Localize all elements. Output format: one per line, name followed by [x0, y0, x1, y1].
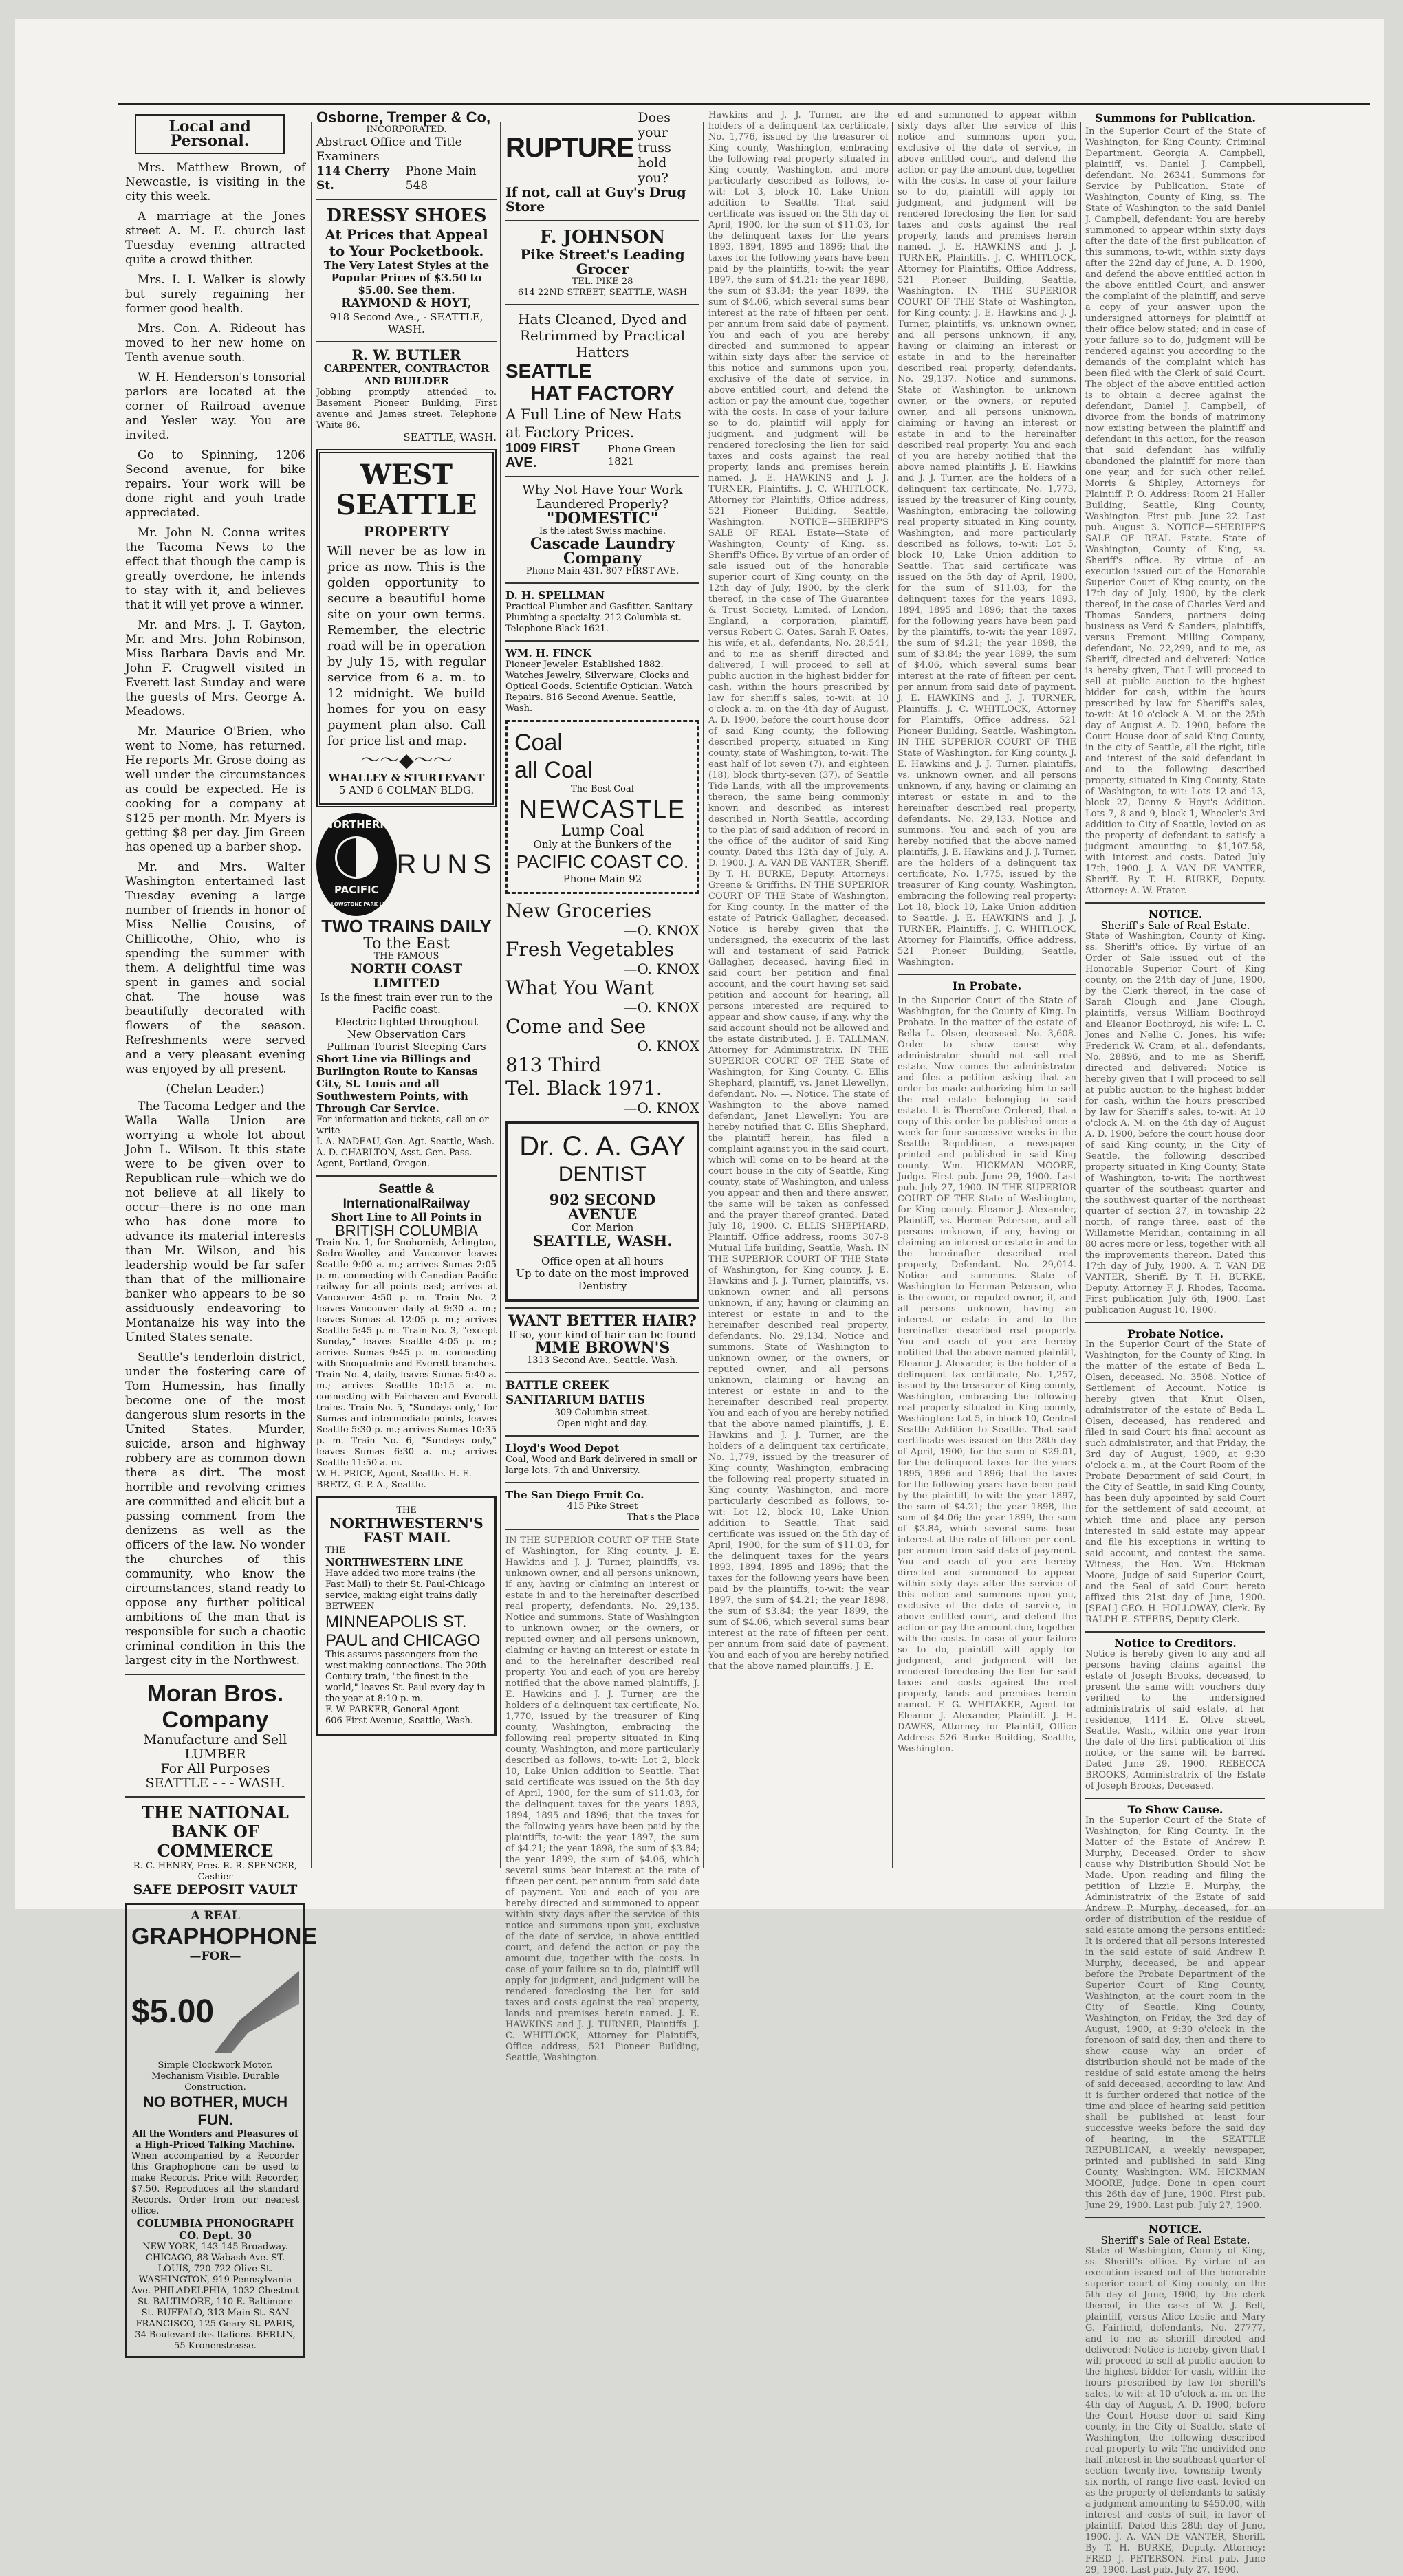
butler-ad: [316, 348, 497, 444]
dentist-ad: [505, 1121, 699, 1302]
nw-title: NORTHWESTERN'S FAST MAIL: [329, 1515, 483, 1546]
gay-body: Up to date on the most improved Dentistry: [516, 1267, 689, 1292]
butler-title: R. W. BUTLER: [351, 347, 461, 363]
np-agents: I. A. NADEAU, Gen. Agt. Seattle, Wash. A. D. CHARLTON, Asst. Gen. Pass. Agent, Portland, Oregon.: [316, 1137, 495, 1169]
johnson-tel: TEL. PIKE 28: [572, 276, 633, 287]
np-lights: Electric lighted throughout: [335, 1016, 478, 1028]
graphophone-horn-icon: [214, 1971, 299, 2053]
seattle-international-ad: [316, 1182, 497, 1491]
list-item: Mr. and Mrs. J. T. Gayton, Mr. and Mrs. John Robinson, Miss Barbara Davis and Mr. John F. Cragwell visited in Everett last Sunday and were the guests of Mrs. George A. Meadows.: [125, 618, 305, 719]
hair-address: 1313 Second Ave., Seattle. Wash.: [526, 1355, 679, 1366]
moran-title: Moran Bros. Company: [146, 1681, 284, 1733]
np-cars: New Observation Cars: [347, 1028, 466, 1040]
probate-notice-heading: Probate Notice.: [1127, 1327, 1224, 1340]
monad-icon: [335, 836, 378, 879]
hair-ad: [505, 1314, 699, 1366]
notice2-sub: Sheriff's Sale of Real Estate.: [1100, 2234, 1250, 2247]
shoes-firm: RAYMOND & HOYT,: [341, 296, 472, 310]
nw-body: Have added two more trains (the Fast Mail) to their St. Paul-Chicago service, making eight trains daily: [325, 1569, 486, 1601]
graphophone-for: —FOR—: [189, 1950, 241, 1963]
np-finest: Is the finest train ever run to the Pacific coast.: [320, 991, 492, 1016]
notice2-text: State of Washington, County of King, ss. Sheriff's office. By virtue of an execution issued out of the honorable superior court of King county, on the 5th day of June, 1900, by the clerk thereof, in the case of W. J. Bell, plaintiff, versus Alice Leslie and Mary G. Fairfield, defendants, No. 27777, and to me as sheriff directed and delivered: Notice is hereby given that I will proceed to sell at public auction to the highest bidder for cash, within the hours prescribed by law for sheriff's sales, to-wit: at 10 o'clock a. m. on the 4th day of August, A. D. 1900, before the Court House door of said King county, in the City of Seattle, state of Washington, the following described real property to-wit: The undivided one half interest in the southeast quarter of section twenty-five, township twenty-six north, of range five east, levied on as the property of defendants to satisfy a judgment amounting to $450.00, with interest and costs of suit, in favor of plaintiff. Dated this 28th day of June, 1900. J. A. VAN DE VANTER, Sheriff. By T. H. BURKE, Deputy. Attorney: FRED J. PETERSON. First pub. June 29, 1900. Last pub. July 27, 1900.: [1085, 2246, 1265, 2575]
list-item: W. H. Henderson's tonsorial parlors are located at the corner of Railroad avenue and Yesler way. You are invited.: [125, 371, 305, 442]
coal-newcastle: NEWCASTLE: [519, 795, 686, 823]
legal-notice-col3: IN THE SUPERIOR COURT OF THE State of Washington, for King county. J. E. Hawkins and J. J. Turner, plaintiffs, vs. unknown owner, and all persons unknown, if any, having or claiming an interest or estate in and to the hereinafter described real property, defendants. No. 29,135. Notice and summons. State of Washington to unknown owner, or the owners, or reputed owner, and all persons unknown, claiming or having an interest or estate in and to the hereinafter described real property. You and each of you are hereby notified that the above named plaintiffs, J. E. Hawkins and J. J. Turner, are the holders of a delinquent tax certificate, No. 1,770, issued by the treasurer of King county, Washington, embracing the following real property situated in King county, Washington, and more particularly described as follows, to-wit: Lot 2, block 10, Lake Union addition to Seattle. That said certificate was issued on the 5th day of April, 1900, for the sum of $11.03, for the delinquent taxes for the years 1893, 1894, 1895 and 1896; that the taxes for the following years have been paid by the plaintiffs, to-wit: the year 1897, the sum of $4.21; the year 1898, the sum of $3.84; the year 1899, the sum of $4.06, which several sums bear interest at the rate of fifteen per cent. per annum from said date of payment. You and each of you are hereby directed and summoned to appear within sixty days after the service of this notice and summons upon you, exclusive of the date of service, in above entitled court, and defend the action or pay the amount due, together with the costs. In case of your failure so to do, plaintiff will apply for judgment, and judgment will be rendered foreclosing the lien for said taxes and costs against the real property, lands and premises herein named. J. E. HAWKINS and J. J. TURNER, Plaintiffs. J. C. WHITLOCK, Attorney for Plaintiffs, Office address, 521 Pioneer Building, Seattle, Washington.: [505, 1536, 699, 2063]
moran-line2: LUMBER: [184, 1747, 246, 1762]
spellman-body: Practical Plumber and Gasfitter. Sanitary Plumbing a specialty. 212 Columbia st. Telephone Black 1621.: [505, 602, 693, 634]
list-item: Seattle's tenderloin district, under the fostering care of Tom Humessin, has finally become one of the most dangerous slum resorts in the United States. Murder, suicide, arson and highway robbery are as common down there as dirt. The most horrible and revolving crimes are committed and elicit but a passing comment from the denizens as well as the officers of the law. No wonder the churches of this community, who know the circumstances, stand ready to oppose any further political ambitions of the man that is responsible for such a chaotic criminal condition in this the largest city in the Northwest.: [125, 1351, 305, 1668]
spellman-title: D. H. SPELLMAN: [505, 589, 605, 602]
graphophone-price: $5.00: [131, 1994, 215, 2030]
osborne-ad: [316, 110, 497, 193]
sir-sub: Short Line to All Points in: [331, 1211, 482, 1223]
nw-body2: This assures passengers from the west making connections. The 20th Century train, "the finest in the world," leaves St. Paul every day in the year at 8:10 p. m.: [325, 1650, 487, 1704]
hats-line: Hats Cleaned, Dyed and Retrimmed by Practical Hatters: [518, 311, 687, 360]
graphophone-offices: NEW YORK, 143-145 Broadway. CHICAGO, 88 Wabash Ave. ST. LOUIS, 720-722 Olive St. WASHINGTON, 919 Pennsylvania Ave. PHILADELPHIA, 1032 Chestnut St. BALTIMORE, 110 E. Baltimore St. BUFFALO, 313 Main St. SAN FRANCISCO, 125 Geary St. PARIS, 34 Boulevard des Italiens. BERLIN, 55 Kronenstrasse.: [131, 2242, 299, 2351]
finck-body: Pioneer Jeweler. Established 1882. Watches Jewelry, Silverware, Clocks and Optical Goods. Scientific Optician. Watch Repairs. 816 Second Avenue. Seattle, Wash.: [505, 659, 693, 714]
diego-tag: That's the Place: [627, 1512, 699, 1522]
knox-item: Come and See: [505, 1015, 646, 1038]
nw-line: NORTHWESTERN LINE: [325, 1556, 464, 1569]
knox-ad: [505, 899, 699, 1115]
butler-sub: CARPENTER, CONTRACTOR AND BUILDER: [323, 362, 490, 387]
local-personal-heading: Local and Personal.: [135, 114, 285, 154]
probate-heading: In Probate.: [952, 979, 1022, 992]
graphophone-title: GRAPHOPHONE: [131, 1923, 318, 1950]
shoes-address: 918 Second Ave., - SEATTLE, WASH.: [329, 311, 483, 336]
np-logo-bottom: PACIFIC: [334, 883, 379, 896]
hat-factory-ad: [505, 311, 699, 470]
page-top-rule: [118, 103, 1370, 105]
coal-best: The Best Coal: [571, 784, 634, 794]
northern-pacific-logo-icon: [316, 813, 397, 916]
graphophone-features: Simple Clockwork Motor. Mechanism Visible. Durable Construction.: [151, 2060, 279, 2093]
gay-sub: DENTIST: [558, 1163, 647, 1186]
notice1-heading: NOTICE.: [1148, 908, 1203, 921]
hat-title1: SEATTLE: [505, 360, 592, 382]
bc-address: 309 Columbia street.: [554, 1408, 651, 1418]
hat-address: 1009 FIRST AVE.: [505, 441, 580, 470]
moran-ad: [125, 1681, 305, 1791]
gay-city: SEATTLE, WASH.: [532, 1232, 673, 1249]
chelan-leader-label: (Chelan Leader.): [166, 1082, 265, 1096]
gay-title: Dr. C. A. GAY: [519, 1131, 686, 1161]
bank-vault: SAFE DEPOSIT VAULT: [133, 1882, 298, 1897]
coal-title2: all Coal: [514, 757, 593, 783]
osborne-title: Osborne, Tremper & Co,: [316, 109, 491, 126]
bc-title: BATTLE CREEK SANITARIUM BATHS: [505, 1379, 646, 1407]
column-rule: [892, 122, 893, 1868]
column-ads-3: [505, 110, 699, 2063]
gay-cor: Cor. Marion: [571, 1221, 634, 1234]
ws-title2: SEATTLE: [336, 489, 477, 521]
hat-body: A Full Line of New Hats at Factory Prices.: [505, 406, 682, 441]
knox-item: 813 Third: [505, 1054, 602, 1076]
rupture-question: Does your truss hold you?: [638, 110, 671, 186]
legal-notice-col4: Hawkins and J. J. Turner, are the holders of a delinquent tax certificate, No. 1,776, issued by the treasurer of King county, Washington, embracing the following real property situated in King county, Washington, and more particularly described as follows, to-wit: Lot 3, block 10, Lake Union addition to Seattle. That said certificate was issued on the 5th day of April, 1900, for the sum of $11.03, for the delinquent taxes for the years 1893, 1894, 1895 and 1896; that the taxes for the following years have been paid by the plaintiffs, to-wit: the year 1897, the sum of $4.21; the year 1898, the sum of $3.84; the year 1899, the sum of $4.06, which several sums bear interest at the rate of fifteen per cent. per annum from said date of payment. You and each of you are hereby directed and summoned to appear within sixty days after the service of this notice and summons upon you, exclusive of the date of service, in above entitled court, and defend the action or pay the amount due, together with the costs. In case of your failure so to do, plaintiff will apply for judgment, and judgment will be rendered foreclosing the lien for said taxes and costs against the real property, lands and premises herein named. J. E. HAWKINS and J. J. TURNER, Plaintiffs. J. C. WHITLOCK, Attorney for Plaintiffs, Office address, 521 Pioneer Building, Seattle, Washington. NOTICE—SHERIFF'S SALE OF REAL Estate—State of Washington, County of King. ss. Sheriff's Office. By virtue of an order of sale issued out of the honorable superior court of King county, on the 12th day of July, 1900, by the clerk thereof, in the case of The Guarantee & Trust Society, Limited, of London, England, a corporation, plaintiff, versus Robert C. Oates, Sarah F. Oates, his wife, et al., defendants, No. 28,541, and to me as sheriff directed and delivered, I will proceed to sell at public auction in the highest bidder for cash, within the hours prescribed by law for sheriff's sales, to-wit: at 10 o'clock a. m. on the 4th day of August, A. D. 1900, before the court house door of said King county, the following described property, situated in King county, state of Washington, to-wit: The east half of lot seven (7), and eighteen (18), block thirty-seven (37), of Seattle Tide Lands, with all the improvements thereon, the same being commonly known and described as interest described in North Seattle, according to the plat of said addition of record in the office of the auditor of said King county. Dated this 12th day of July, A. D. 1900. J. A. VAN DE VANTER, Sheriff. By T. H. BURKE, Deputy. Attorneys: Greene & Griffiths. IN THE SUPERIOR COURT OF THE State of Washington, for King county. In the matter of the estate of Patrick Gallagher, deceased. Notice is hereby given that the undersigned, the executrix of the last will and testament of said Patrick Gallagher, deceased, having filed in said court her petition and final account, and the court having set said petition and account for hearing, all persons interested are required to appear and show cause, if any, why the said account should not be allowed and the estate distributed. J. E. TALLMAN, Attorney for Administratrix. IN THE SUPERIOR COURT OF THE State of Washington, for King County. C. Ellis Shephard, plaintiff, vs. Janet Llewellyn, defendant. No. —. Notice. The state of Washington to the above named defendant, Janet Llewellyn: You are hereby notified that C. Ellis Shephard, the plaintiff herein, has filed a complaint against you in the said court, which will come on to be heard at the court house in the city of Seattle, King county, state of Washington, and unless you appear and then and there answer, the same will be taken as confessed and the prayer thereof granted. Dated July 18, 1900. C. ELLIS SHEPHARD, Plaintiff. Office address, rooms 307-8 Mutual Life building, Seattle, Wash. IN THE SUPERIOR COURT OF THE State of Washington, for King county. J. E. Hawkins and J. J. Turner, plaintiffs, vs. unknown owner, and all persons unknown, if any, having or claiming an interest or estate in and to the hereinafter described real property, defendants. No. 29,134. Notice and summons. State of Washington to unknown owner, or the owners, or reputed owner, and all persons unknown, claiming or having an interest or estate in and to the hereinafter described real property. You and each of you are hereby notified that the above named plaintiffs, J. E. Hawkins and J. J. Turner, are the holders of a delinquent tax certificate, No. 1,779, issued by the treasurer of King county, Washington, embracing the following real property situated in King county, Washington, and more particularly described as follows, to-wit: Lot 12, block 10, Lake Union addition to Seattle. That said certificate was issued on the 5th day of April, 1900, for the sum of $11.03, for the delinquent taxes for the years 1893, 1894, 1895 and 1896; that the taxes for the following years have been paid by the plaintiffs, to-wit: the year 1897, the sum of $4.21; the year 1898, the sum of $3.84; the year 1899, the sum of $4.06, which several sums bear interest at the rate of fifteen per cent. per annum from said date of payment. You and each of you are hereby notified that the above named plaintiffs, J. E.: [708, 110, 889, 1672]
diego-address: 415 Pike Street: [567, 1501, 638, 1511]
np-famous: THE FAMOUS: [373, 951, 439, 961]
np-runs: RUNS: [396, 849, 497, 880]
graphophone-company: COLUMBIA PHONOGRAPH CO. Dept. 30: [136, 2217, 294, 2242]
west-seattle-ad: [316, 449, 497, 807]
osborne-inc: INCORPORATED.: [366, 124, 447, 135]
np-logo-ring: YELLOWSTONE PARK LINE: [321, 901, 392, 907]
lloyd-title: Lloyd's Wood Depot: [505, 1442, 620, 1454]
sir-title: Seattle & InternationalRailway: [342, 1182, 470, 1211]
northern-pacific-ad: [316, 813, 497, 1170]
ws-address: 5 AND 6 COLMAN BLDG.: [338, 784, 475, 796]
column-rule: [311, 122, 312, 1868]
list-item: Mr. and Mrs. Walter Washington entertained last Tuesday evening a large number of friends in honor of Miss Nellie Cousins, of Chillicothe, Ohio, who is spending the summer with them. A delightful time was spent in games and social chat. The house was beautifully decorated with flowers of the season. Refreshments were served and a very pleasant evening was enjoyed by all present.: [125, 860, 305, 1076]
nw-the: THE: [396, 1505, 417, 1516]
shoes-title: DRESSY SHOES: [326, 206, 487, 226]
knox-signature: —O. KNOX: [623, 1100, 699, 1116]
column-rule: [500, 122, 501, 1868]
graphophone-body: When accompanied by a Recorder this Graphophone can be used to make Records. Price with Recorder, $7.50. Reproduces all the standard Records. Order from our nearest office.: [131, 2151, 299, 2216]
np-logo-top: NORTHERN: [324, 818, 389, 831]
ws-title1: WEST: [360, 459, 453, 491]
ws-firm: WHALLEY & STURTEVANT: [328, 772, 485, 784]
list-item: A marriage at the Jones street A. M. E. church last Tuesday evening attracted quite a crowd thither.: [125, 210, 305, 267]
np-limited: NORTH COAST LIMITED: [350, 961, 463, 991]
chelan-editorials: [125, 1100, 305, 1668]
moran-line4: SEATTLE - - - WASH.: [145, 1776, 285, 1791]
sir-body: Train No. 1, for Snohomish, Arlington, Sedro-Woolley and Vancouver leaves Seattle 9:00 a. m.; arrives Sumas 2:05 p. m. connecting with Canadian Pacific railway for all points east; arrives at Vancouver 4:50 p. m. Train No. 2 leaves Vancouver daily at 9:30 a. m.; leaves Sumas at 12:05 p. m.; arrives Seattle 5:45 p. m. Train No. 3, "except Sunday," leaves Seattle 4:05 p. m.; arrives Sumas 9:45 p. m. connecting with Snoqualmie and Everett branches. Train No. 4, daily, leaves Sumas 5:40 a. m.; arrives Seattle 10:15 a. m. connecting with Fairhaven and Everett trains. Train No. 5, "Sundays only," for Sumas and intermediate points, leaves Seattle 5:30 p. m.; arrives Sumas 10:35 p. m. Train No. 6, "Sundays only," leaves Sumas 6:30 a. m.; arrives Seattle 11:50 a. m.: [316, 1238, 497, 1468]
hat-phone: Phone Green 1821: [607, 443, 676, 468]
rupture-ad: [505, 110, 699, 186]
laundry-question: Why Not Have Your Work Laundered Properly?: [522, 483, 683, 512]
column-local-personal: [125, 110, 318, 2351]
knox-signature: —O. KNOX: [623, 922, 699, 939]
johnson-title: F. JOHNSON: [539, 227, 666, 248]
list-item: Mrs. Matthew Brown, of Newcastle, is visiting in the city this week.: [125, 161, 305, 204]
notice2-heading: NOTICE.: [1148, 2223, 1203, 2236]
list-item: Mr. Maurice O'Brien, who went to Nome, has returned. He reports Mr. Grose doing as well under the circumstances as could be expected. He is cooking for a company at $125 per month. Mr. Myers is getting $8 per day. Jim Green has opened up a barber shop.: [125, 725, 305, 854]
newspaper-page: [15, 19, 1384, 2575]
graphophone-tag: All the Wonders and Pleasures of a High-Priced Talking Machine.: [132, 2129, 298, 2150]
summons-text: In the Superior Court of the State of Washington, for King County. Criminal Department. Georgia A. Campbell, plaintiff, vs. Daniel J. Campbell, defendant. No. 26341. Summons for Service by Publication. State of Washington, County of King, ss. The State of Washington to the said Daniel J. Campbell, defendant: You are hereby summoned to appear within sixty days after the date of the first publication of this summons, to-wit, within sixty days after the 22nd day of June, A. D. 1900, and defend the above entitled action in the above entitled Court, and answer the complaint of the plaintiff, and serve a copy of your answer upon the undersigned attorneys for plaintiff at their office below stated; and in case of your failure so to do, judgment will be rendered against you according to the demands of the complaint which has been filed with the Clerk of said Court. The object of the above entitled action is to obtain a decree against the defendant, Daniel J. Campbell, of divorce from the bonds of matrimony now existing between the plaintiff and defendant in this action, for the reason that said defendant has wilfully abandoned the plaintiff for more than one year, and for such other relief. Morris & Shipley, Attorneys for Plaintiff. P. O. Address: Room 21 Haller Building, Seattle, King County, Washington. First pub. June 22. Last pub. August 3. NOTICE—SHERIFF'S SALE OF REAL Estate. State of Washington, County of King, ss. Sheriff's office. By virtue of an execution issued out of the Honorable Superior Court of King county, on the 17th day of July, 1900, by the clerk thereof, in the case of Charles Verd and Thomas Sanders, partners doing business as Verd & Sanders, plaintiffs, versus Fremont Milling Company, defendant, No. 22,299, and to me, as Sheriff, directed and delivered: Notice is hereby given, That I will proceed to sell at public auction to the highest bidder for cash, within the hours prescribed by law for Sheriff's sales, to-wit: At 10 o'clock A. M. on the 25th day of August A. D. 1900, before the Court House door of said King County, in the city of Seattle, all the right, title and interest of the said defendant in and to the following described property, situated in King County, State of Washington, to-wit: Lots 12 and 13, block 27, Denny & Hoyt's Addition. Lots 7, 8 and 9, block 1, Wheeler's 3rd addition to City of Seattle, levied on as the property of defendant to satisfy a judgment amounting to $1,107.58, with interest and costs. Dated July 17th, 1900. J. A. VAN DE VANTER, Sheriff. By T. H. BURKE, Deputy. Attorney: A. W. Frater.: [1085, 127, 1265, 896]
creditors-heading: Notice to Creditors.: [1114, 1637, 1237, 1650]
knox-signature: O. KNOX: [637, 1038, 699, 1054]
list-item: The Tacoma Ledger and the Walla Walla Union are worrying a whole lot about John L. Wilson. It this state were to be given over to Republican rule—which we do not believe at all likely to occur—there is no one man who has done more to advance its material interests than Mr. Wilson, and his leadership would be far safer than that of the millionaire banker who appears to be so assiduously endeavoring to Montanaize his way into the United States senate.: [125, 1100, 305, 1344]
laundry-title: Cascade Laundry Company: [530, 535, 675, 567]
np-two-trains: TWO TRAINS DAILY: [321, 916, 492, 937]
np-pullman: Pullman Tourist Sleeping Cars: [327, 1040, 486, 1053]
hair-name: MME BROWN'S: [534, 1339, 671, 1357]
legal-notice-col5-top: ed and summoned to appear within sixty days after the service of this notice and summons upon you, exclusive of the date of service, in above entitled court, and defend the action or pay the amount due, together with the costs. In case of your failure so to do, plaintiff will apply for judgment, and judgment will be rendered foreclosing the lien for said taxes and costs against the real property, lands and premises herein named. J. E. HAWKINS and J. J. TURNER, Plaintiffs. J. C. WHITLOCK, Attorney for Plaintiffs, Office Address, 521 Pioneer Building, Seattle, Washington. IN THE SUPERIOR COURT OF THE State of Washington, for King county. J. E. Hawkins and J. J. Turner, plaintiffs, vs. unknown owner, and all persons unknown, if any, having or claiming an interest or estate in and to the hereinafter described real property, defendants. No. 29,137. Notice and summons. State of Washington to unknown owner, or the owners, or reputed owner, and all persons unknown, claiming or having an interest or estate in and to the hereinafter described real property. You and each of you are hereby notified that the above named plaintiffs J. E. Hawkins and J. J. Turner, are the holders of a delinquent tax certificate, No. 1,773, issued by the treasurer of King county, Washington, embracing the following real property situated in King county, Washington, and more particularly described as follows, to-wit: Lot 5, block 10, Lake Union addition to Seattle. That said certificate was issued on the 5th day of April, 1900, for the sum of $11.03, for the delinquent taxes for the years 1893, 1894, 1895 and 1896; that the taxes for the following years have been paid by the plaintiffs, to-wit: the year 1897, the sum of $4.21; the year 1898, the sum of $3.84; the year 1899, the sum of $4.06, which several sums bear interest at the rate of fifteen per cent. per annum from said date of payment. J. E. HAWKINS and J. J. TURNER, Plaintiffs. J. C. WHITLOCK, Attorney for Plaintiffs, Office address, 521 Pioneer Building, Seattle, Washington. IN THE SUPERIOR COURT OF THE State of Washington, for King county. J. E. Hawkins and J. J. Turner, plaintiffs, vs. unknown owner, and all persons unknown, if any, having or claiming an interest or estate in and to the hereinafter described real property, defendants. No. 29,133. Notice and summons. You and each of you are hereby notified that the above named plaintiffs, J. E. Hawkins and J. J. Turner, are the holders of a delinquent tax certificate, No. 1,775, issued by the treasurer of King county, Washington, embracing the following real property: Lot 18, block 10, Lake Union addition to Seattle. J. E. HAWKINS and J. J. TURNER, Plaintiffs. J. C. WHITLOCK, Attorney for Plaintiffs, Office address, 521 Pioneer Building, Seattle, Washington.: [898, 110, 1076, 968]
np-info: For information and tickets, call on or write: [316, 1115, 489, 1136]
osborne-line: Abstract Office and Title Examiners: [316, 135, 462, 164]
coal-lump: Lump Coal: [561, 822, 644, 840]
column-rule: [1080, 122, 1081, 1868]
nw-cities: MINNEAPOLIS ST. PAUL and CHICAGO: [325, 1613, 481, 1650]
probate-notice-text: In the Superior Court of the State of Washington, for the County of King. In the matter of the estate of Beda L. Olsen, deceased. No. 3508. Notice of Settlement of Account. Notice is hereby given that Knut Olsen, administrator of the estate of Beda L. Olsen, deceased, has rendered and filed in said Court his final account as such administrator, and that Friday, the 3rd day of August, 1900, at 9:30 o'clock a. m., at the Court Room of the Probate Department of said Court, in the City of Seattle, in said King County, has been duly appointed by said Court for the settlement of said account, at which time and place any person interested in said estate may appear and file his exceptions in writing to said account, and contest the same. Witness, the Hon. Wm. Hickman Moore, Judge of said Superior Court, and the Seal of said Court hereto affixed this 21st day of June, 1900. [SEAL] GEO. H. HOLLOWAY, Clerk. By RALPH E. STEERS, Deputy Clerk.: [1085, 1340, 1265, 1625]
list-item: Mrs. Con. A. Rideout has moved to her new home on Tenth avenue south.: [125, 322, 305, 364]
johnson-address: 614 22ND STREET, SEATTLE, WASH: [517, 287, 688, 298]
knox-item: What You Want: [505, 976, 654, 999]
column-legal-6: [1085, 110, 1265, 2575]
local-news-list: [125, 161, 305, 1077]
hat-title2: HAT FACTORY: [530, 382, 675, 405]
knox-item: Fresh Vegetables: [505, 938, 675, 961]
moran-line3: For All Purposes: [160, 1761, 270, 1776]
graphophone-a-real: A REAL: [191, 1909, 240, 1923]
butler-body: Jobbing promptly attended to. Basement Pioneer Building, First avenue and James street. Telephone White 86.: [316, 387, 497, 430]
notice1-sub: Sheriff's Sale of Real Estate.: [1100, 919, 1250, 932]
coal-company: PACIFIC COAST CO.: [516, 851, 689, 872]
creditors-text: Notice is hereby given to any and all persons having claims against the estate of Joseph Brooks, deceased, to present the same with vouchers duly verified to the undersigned administratrix of said estate, at her residence, 1414 E. Olive street, Seattle, Wash., within one year from the date of the first publication of this notice, or the same will be barred. Dated June 29, 1900. REBECCA BROOKS, Administratrix of the Estate of Joseph Brooks, Deceased.: [1085, 1649, 1265, 1791]
northwestern-ad: [316, 1496, 497, 1736]
hair-title: WANT BETTER HAIR?: [508, 1312, 697, 1330]
johnson-sub: Pike Street's Leading Grocer: [520, 246, 685, 277]
bank-title: THE NATIONAL BANK OF COMMERCE: [142, 1802, 289, 1861]
sir-bc: BRITISH COLUMBIA: [335, 1222, 478, 1239]
graphophone-ad: [125, 1903, 318, 2358]
ws-body: Will never be as low in price as now. This is the golden opportunity to secure a beautiful home site on your own terms. Remember, the electric road will be in operation by July 15, with regular service from 6 a. m. to 12 midnight. We build homes for you on easy payment plan also. Call for price list and map.: [327, 544, 486, 748]
list-item: Mrs. I. I. Walker is slowly but surely regaining her former good health.: [125, 273, 305, 316]
laundry-address: Phone Main 431. 807 FIRST AVE.: [525, 566, 679, 576]
ws-property: PROPERTY: [363, 523, 450, 540]
nw-between: BETWEEN: [325, 1602, 375, 1612]
column-ads-2: [316, 110, 497, 1881]
osborne-address: 114 Cherry St.: [316, 164, 389, 193]
finck-title: WM. H. FINCK: [505, 647, 591, 659]
diego-title: The San Diego Fruit Co.: [505, 1489, 644, 1501]
moran-line1: Manufacture and Sell: [143, 1732, 287, 1747]
cause-heading: To Show Cause.: [1127, 1803, 1223, 1816]
coal-phone: Phone Main 92: [563, 873, 642, 885]
knox-signature: —O. KNOX: [623, 999, 699, 1016]
lloyd-body: Coal, Wood and Bark delivered in small or large lots. 7th and University.: [505, 1454, 697, 1476]
knox-signature: —O. KNOX: [623, 961, 699, 977]
shoes-ad: [316, 206, 497, 336]
graphophone-slogan: NO BOTHER, MUCH FUN.: [142, 2093, 288, 2128]
summons-heading: Summons for Publication.: [1095, 111, 1256, 124]
gay-hours: Office open at all hours: [541, 1255, 664, 1267]
osborne-phone: Phone Main 548: [405, 164, 477, 193]
butler-city: SEATTLE, WASH.: [403, 431, 497, 444]
legal-notice-col5-bottom: In the Superior Court of the State of Washington, for the County of King. In Probate. In the matter of the estate of Bella L. Olsen, deceased. No. 3,608. Order to show cause why administrator should not sell real estate. Now comes the administrator and files a petition asking that an order be made authorizing him to sell the real estate belonging to said estate. It is Therefore Ordered, that a copy of this order be published once a week for four successive weeks in the Seattle Republican, a newspaper printed and published in said King county. Wm. HICKMAN MOORE, Judge. First pub. June 29, 1900. Last pub. July 27, 1900. IN THE SUPERIOR COURT OF THE State of Washington, for King county. Eleanor J. Alexander, Plaintiff, vs. Herman Peterson, and all persons unknown, if any, having or claiming an interest or estate in and to the hereinafter described real property, Defendant. No. 29,014. Notice and summons. State of Washington to Herman Peterson, who is the owner, or reputed owner, if, and all persons unknown, having an interest or estate in and to the hereinafter described real property. You and each of you are hereby notified that the above named plaintiff, Eleanor J. Alexander, is the holder of a delinquent tax certificate, No. 1,257, issued by the treasurer of King county, Washington, embracing the following real property situated in King county, Washington: Lot 5, in block 10, Central Seattle Addition to Seattle. That said certificate was issued on the 28th day of April, 1900, for the sum of $29.01, for the delinquent taxes for the years 1895, 1896 and 1896; that the taxes for the following years have been paid by the plaintiff, to-wit: the year 1897, the sum of $4.21; the year 1898, the sum of $4.06; the year 1899, the sum of $3.84, which several sums bear interest at the rate of fifteen per cent. per annum from said date of payment. You and each of you are hereby directed and summoned to appear within sixty days after the service of this notice and summons upon you, exclusive of the date of service, in above entitled court, and defend the action or pay the amount due, together with the costs. In case of your failure so to do, plaintiff will apply for judgment, and judgment will be rendered foreclosing the lien for said taxes and costs against the real property, lands and premises herein named. F. G. WHITAKER, Agent for Eleanor J. Alexander, Plaintiff. J. H. DAWES, Attorney for Plaintiff, Office Address 526 Burke Building, Seattle, Washington.: [898, 996, 1076, 1754]
shoes-body: The Very Latest Styles at the Popular Prices of $3.50 to $5.00. See them.: [323, 259, 490, 296]
column-rule: [703, 122, 704, 1868]
nw-the2: THE: [325, 1545, 346, 1556]
hair-body: If so, your kind of hair can be found: [508, 1329, 697, 1341]
knox-item: New Groceries: [505, 899, 652, 922]
column-legal-5: [898, 110, 1076, 1881]
notice1-text: State of Washington, County of King. ss. Sheriff's office. By virtue of an Order of Sale issued out of the Honorable Superior Court of King county, on the 24th day of June, 1900, by the Clerk thereof, in the case of Sarah Clough and Jane Clough, plaintiffs, versus William Boothroyd and Eleanor Boothroyd, his wife; L. C. Jones and Nellie C. Jones, his wife; Frederick W. Cram, et al., defendants, No. 28896, and to me as Sheriff, directed and delivered: Notice is hereby given that I will proceed to sell at public auction to the highest bidder for cash, within the hours prescribed by law for Sheriff's sales, to-wit: At 10 o'clock A. M. on the 4th day of August A. D. 1900, before the court house door of said King county, in the City of Seattle, the following described property situated in King County, State of Washington, to-wit: The northwest quarter of the southeast quarter and the southwest quarter of the northeast quarter of section 27, in township 22 north, of range three, east of the Willamette Meridian, containing in all 80 acres more or less, together with all the improvements thereon. Dated this 17th day of July, 1900. A. T. VAN DE VANTER, Sheriff. By T. H. BURKE, Deputy. Attorney F. J. Rhodes, Tacoma. First publication July 6th, 1900. Last publication August 10, 1900.: [1085, 931, 1265, 1316]
coal-title1: Coal: [514, 730, 563, 756]
coal-ad: [505, 720, 699, 894]
coal-bunkers: Only at the Bunkers of the: [533, 838, 672, 851]
laundry-brand: "DOMESTIC": [546, 510, 659, 527]
gay-address: 902 SECOND AVENUE: [549, 1191, 656, 1223]
bank-officers: R. C. HENRY, Pres. R. R. SPENCER, Cashier: [133, 1861, 298, 1882]
bank-ad: [125, 1803, 305, 1897]
laundry-ad: [505, 483, 699, 577]
laundry-note: Is the latest Swiss machine.: [539, 526, 666, 536]
sir-agents: W. H. PRICE, Agent, Seattle. H. E. BRETZ, G. P. A., Seattle.: [316, 1469, 472, 1490]
nw-agent: F. W. PARKER, General Agent: [325, 1705, 459, 1715]
rupture-title: RUPTURE: [505, 132, 634, 163]
nw-address: 606 First Avenue, Seattle, Wash.: [325, 1716, 474, 1726]
johnson-ad: [505, 227, 699, 298]
cause-text: In the Superior Court of the State of Washington, for King County. In the Matter of the Estate of Andrew P. Murphy, Deceased. Order to show cause why Distribution Should Not be Made. Upon reading and filing the petition of Lizzie E. Murphy, the Administratrix of the Estate of said Andrew P. Murphy, deceased, for an order of distribution of the residue of said estate among the persons entitled: It is ordered that all persons interested in the said estate of said Andrew P. Murphy, deceased, be and appear before the Probate Department of the Superior Court of King County, Washington, at the court room in the City of Seattle, King County, Washington, on Friday, the 3rd day of August, 1900, at 9:30 o'clock in the forenoon of said day, then and there to show cause why an order of distribution should not be made of the residue of said estate among the heirs of said deceased, according to law. And it is further ordered that notice of the time and place of hearing said petition shall be published at least four successive weeks before the said day of hearing, in the SEATTLE REPUBLICAN, a weekly newspaper, printed and published in said King County, Washington. WM. HICKMAN MOORE, Judge. Done in open court this 26th day of June, 1900. First pub. June 29, 1900. Last pub. July 27, 1900.: [1085, 1815, 1265, 2211]
column-legal-4: [708, 110, 889, 1881]
shoes-sub: At Prices that Appeal to Your Pocketbook.: [325, 226, 488, 259]
np-short-line: Short Line via Billings and Burlington Route to Kansas City, St. Louis and all Southwestern Points, with Through Car Service.: [316, 1053, 478, 1115]
rupture-call: If not, call at Guy's Drug Store: [505, 185, 686, 215]
np-east: To the East: [363, 935, 450, 952]
list-item: Go to Spinning, 1206 Second avenue, for bike repairs. Your work will be done right and youh trade appreciated.: [125, 448, 305, 520]
list-item: Mr. John N. Conna writes the Tacoma News to the effect that though the camp is greatly overdone, he intends to stay with it, and believes that it will yet prove a winner.: [125, 526, 305, 612]
bc-hours: Open night and day.: [556, 1419, 649, 1429]
knox-item: Tel. Black 1971.: [505, 1077, 662, 1100]
ws-divider: ～～◆～～: [360, 749, 453, 772]
